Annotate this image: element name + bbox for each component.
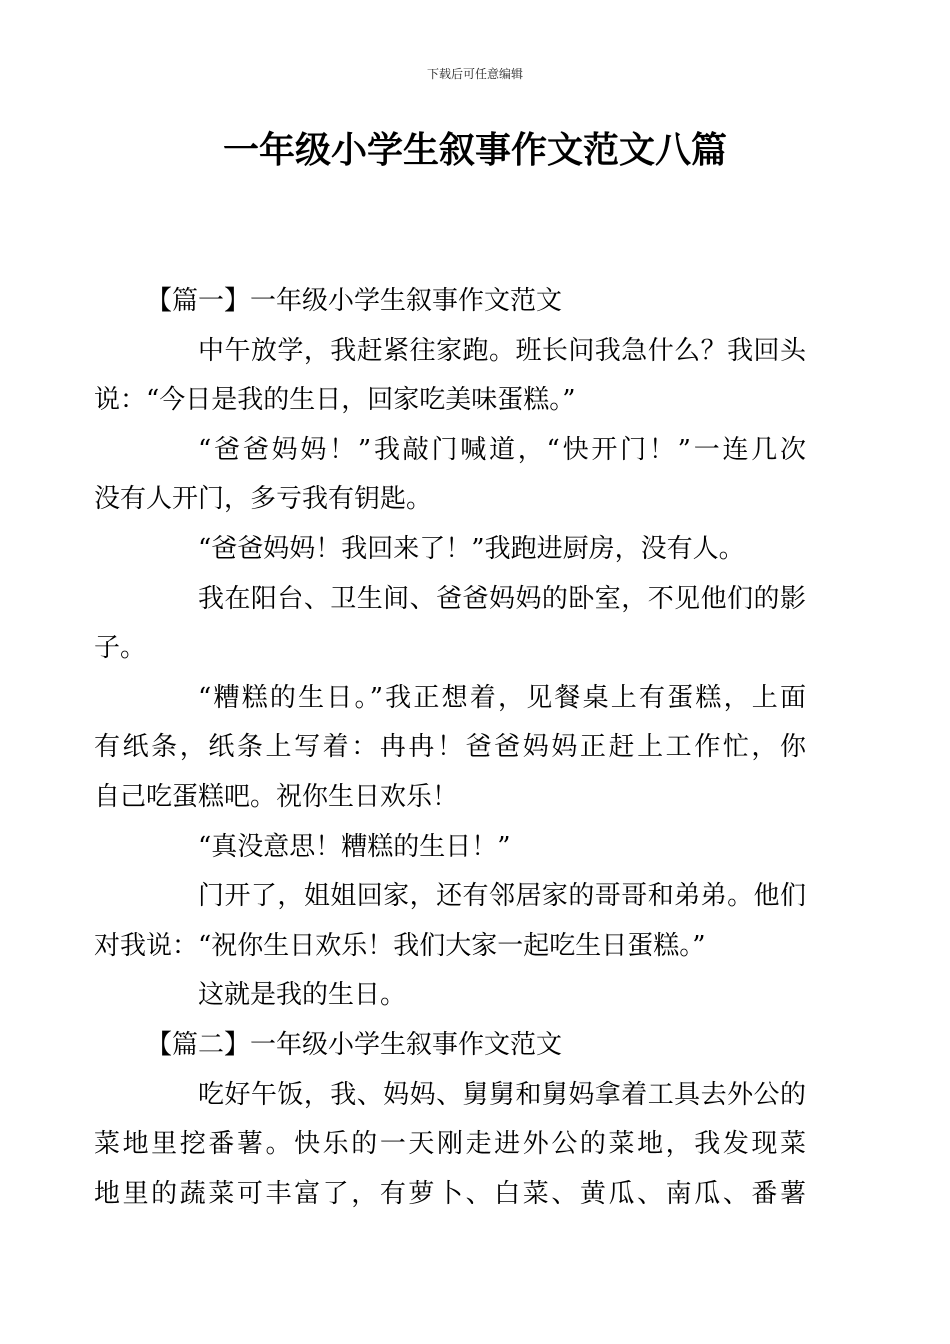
text-line: 我在阳台、卫生间、爸爸妈妈的卧室，不见他们的影 bbox=[198, 583, 806, 614]
text-line: 子。 bbox=[94, 633, 147, 664]
paragraph bbox=[146, 823, 806, 873]
paragraph bbox=[94, 872, 806, 971]
document-title: 一年级小学生叙事作文范文八篇 bbox=[222, 130, 727, 171]
document-body bbox=[94, 277, 806, 1219]
paragraph bbox=[94, 674, 806, 823]
paragraph bbox=[146, 971, 806, 1021]
text-line: 菜地里挖番薯。快乐的一天刚走进外公的菜地，我发现菜 bbox=[94, 1129, 806, 1160]
text-line: 自己吃蛋糕吧。祝你生日欢乐！ bbox=[94, 781, 459, 812]
text-line: 有纸条，纸条上写着：冉冉！爸爸妈妈正赶上工作忙，你 bbox=[94, 732, 806, 763]
text-line: “糟糕的生日。”我正想着，见餐桌上有蛋糕，上面 bbox=[198, 682, 806, 713]
section-1 bbox=[94, 277, 806, 1021]
text-line: 没有人开门，多亏我有钥匙。 bbox=[94, 484, 433, 515]
paragraph bbox=[94, 327, 806, 426]
text-line: 吃好午饭，我、妈妈、舅舅和舅妈拿着工具去外公的 bbox=[198, 1079, 806, 1110]
text-line: 门开了，姐姐回家，还有邻居家的哥哥和弟弟。他们 bbox=[198, 881, 806, 912]
text-line: 这就是我的生日。 bbox=[198, 980, 407, 1011]
section-heading: 【篇二】一年级小学生叙事作文范文 bbox=[146, 1029, 563, 1060]
text-line: “爸爸妈妈！我回来了！”我跑进厨房，没有人。 bbox=[198, 533, 745, 564]
text-line: 对我说：“祝你生日欢乐！我们大家一起吃生日蛋糕。” bbox=[94, 930, 706, 961]
section-2 bbox=[94, 1021, 806, 1219]
paragraph bbox=[94, 426, 806, 525]
section-heading: 【篇一】一年级小学生叙事作文范文 bbox=[146, 286, 563, 316]
paragraph bbox=[94, 1071, 806, 1220]
text-line: “真没意思！糟糕的生日！” bbox=[198, 831, 511, 862]
text-line: 中午放学，我赶紧往家跑。班长问我急什么？我回头 bbox=[198, 335, 806, 366]
text-line: 地里的蔬菜可丰富了，有萝卜、白菜、黄瓜、南瓜、番薯 bbox=[94, 1178, 806, 1209]
header-note: 下载后可任意编辑 bbox=[426, 67, 523, 81]
text-line: 说：“今日是我的生日，回家吃美味蛋糕。” bbox=[94, 385, 576, 416]
paragraph bbox=[146, 525, 806, 575]
text-line: “爸爸妈妈！”我敲门喊道，“快开门！”一连几次 bbox=[198, 434, 806, 465]
paragraph bbox=[94, 575, 806, 674]
